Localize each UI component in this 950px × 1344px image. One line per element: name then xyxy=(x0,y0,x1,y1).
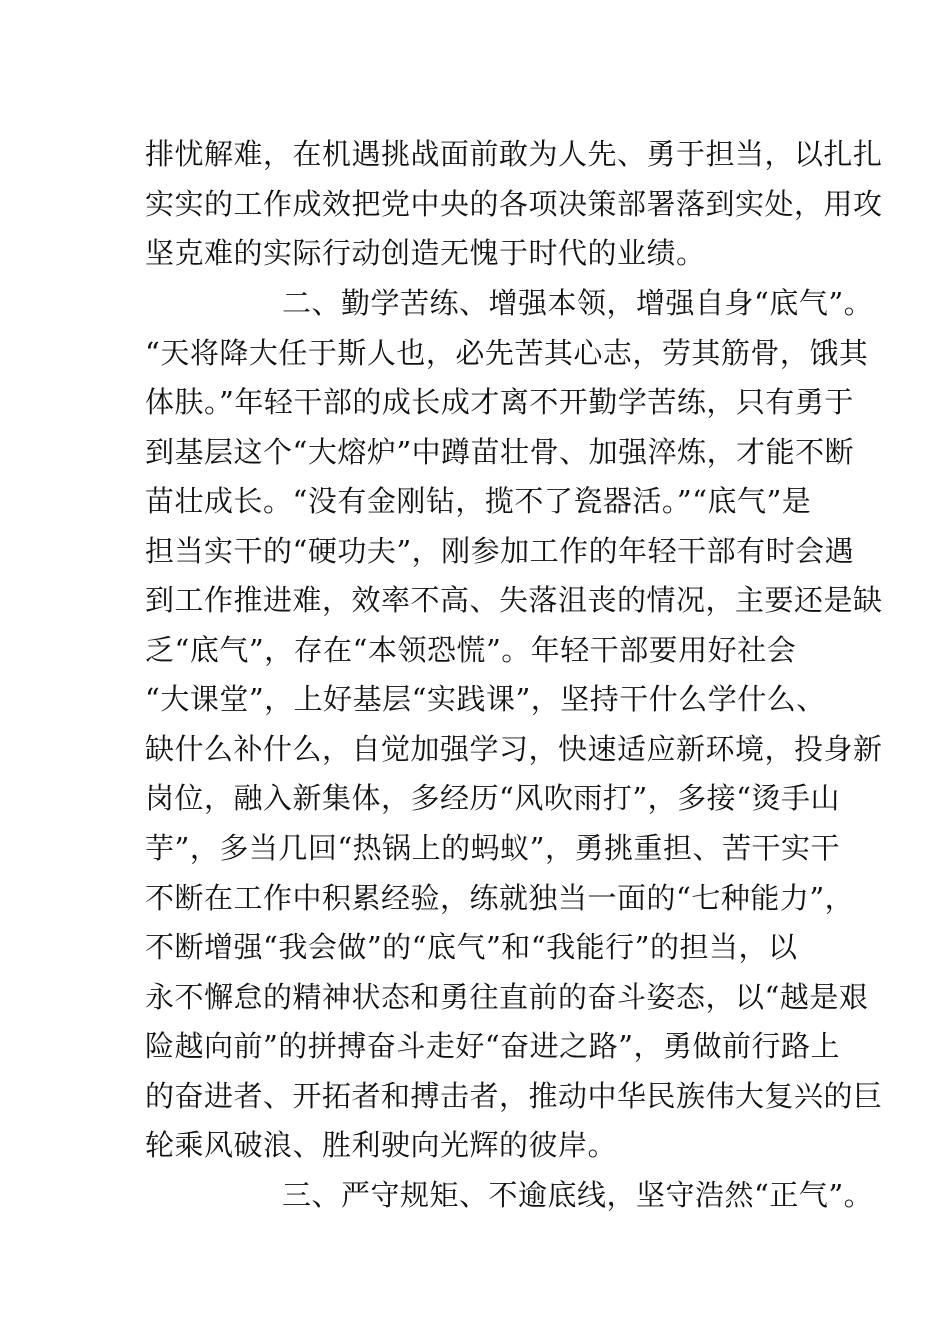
text-line: 险越向前”的拼搏奋斗走好“奋进之路”，勇做前行路上 xyxy=(145,1029,840,1063)
text-line: 乏“底气”，存在“本领恐慌”。年轻干部要用好社会 xyxy=(145,633,797,667)
text-line: 到工作推进难，效率不高、失落沮丧的情况，主要还是缺 xyxy=(145,583,883,617)
text-line: 岗位，融入新集体，多经历“风吹雨打”，多接“烫手山 xyxy=(145,781,840,815)
text-line: 苗壮成长。“没有金刚钻，揽不了瓷器活。”“底气”是 xyxy=(145,484,812,518)
text-line: 芋”，多当几回“热锅上的蚂蚁”，勇挑重担、苦干实干 xyxy=(145,831,840,865)
text-line: 到基层这个“大熔炉”中蹲苗壮骨、加强淬炼，才能不断 xyxy=(145,435,855,469)
text-line: 体肤。”年轻干部的成长成才离不开勤学苦练，只有勇于 xyxy=(145,385,854,419)
text-line: “大课堂”，上好基层“实践课”，坚持干什么学什么、 xyxy=(145,682,826,716)
text-line: 排忧解难，在机遇挑战面前敢为人先、勇于担当，以扎扎 xyxy=(145,137,883,171)
text-line: 的奋进者、开拓者和搏击者，推动中华民族伟大复兴的巨 xyxy=(145,1079,883,1113)
text-line: 不断增强“我会做”的“底气”和“我能行”的担当，以 xyxy=(145,930,798,964)
text-line: 不断在工作中积累经验，练就独当一面的“七种能力”， xyxy=(145,881,855,915)
text-line: 担当实干的“硬功夫”，刚参加工作的年轻干部有时会遇 xyxy=(145,534,855,568)
section-heading-2: 二、勤学苦练、增强本领，增强自身“底气”。 xyxy=(282,286,874,320)
text-line: 实实的工作成效把党中央的各项决策部署落到实处，用攻 xyxy=(145,187,883,221)
text-line: 缺什么补什么，自觉加强学习，快速适应新环境，投身新 xyxy=(145,732,883,766)
text-line: 坚克难的实际行动创造无愧于时代的业绩。 xyxy=(145,236,706,270)
text-line: 永不懈怠的精神状态和勇往直前的奋斗姿态，以“越是艰 xyxy=(145,980,869,1014)
text-line: “天将降大任于斯人也，必先苦其心志，劳其筋骨，饿其 xyxy=(145,336,869,370)
section-heading-3: 三、严守规矩、不逾底线，坚守浩然“正气”。 xyxy=(282,1178,874,1212)
text-line: 轮乘风破浪、胜利驶向光辉的彼岸。 xyxy=(145,1128,618,1162)
